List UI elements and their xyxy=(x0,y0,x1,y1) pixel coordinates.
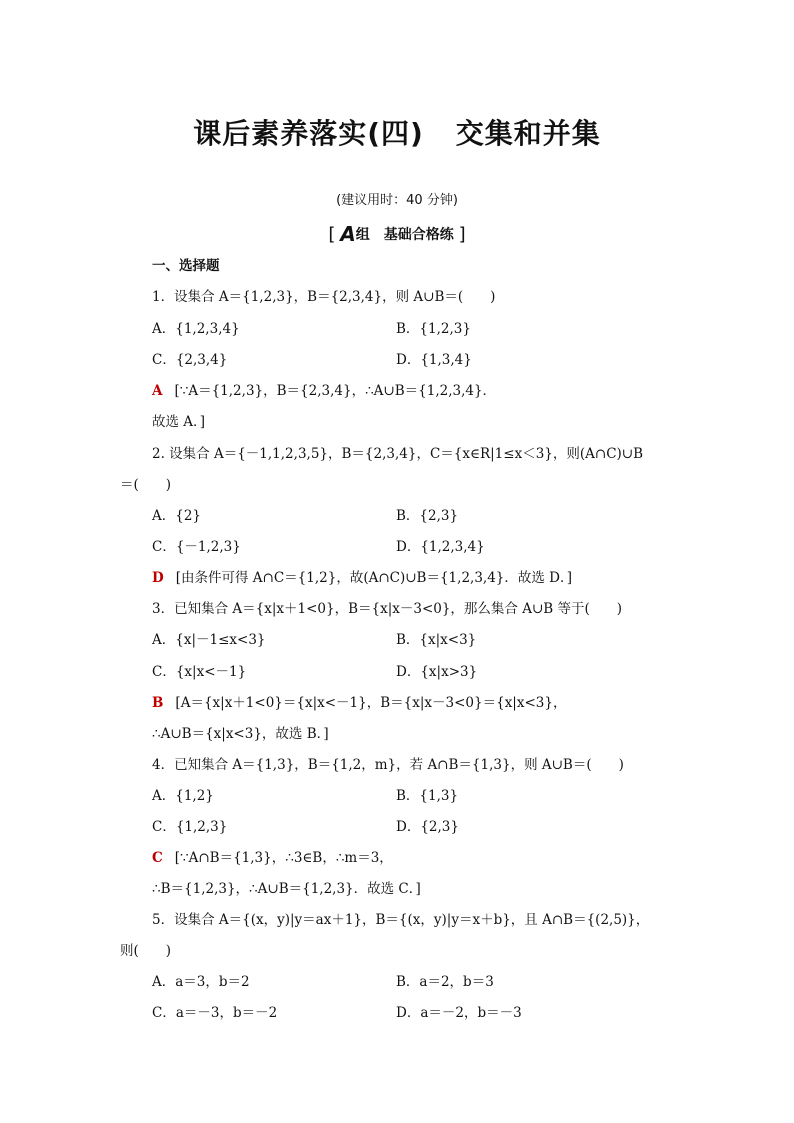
q1-option-d: D．{1,3,4} xyxy=(396,352,472,368)
q5-stem-cont: 则( ) xyxy=(120,943,172,959)
q3-answer: B xyxy=(152,695,164,711)
q4-solution xyxy=(152,849,393,867)
title-topic: 交集和并集 xyxy=(455,117,601,150)
q4-solution-text: [∵A∩B＝{1,3}，∴3∈B，∴m＝3， xyxy=(174,850,393,866)
q3-stem: 3．已知集合 A＝{x|x＋1<0}，B＝{x|x－3<0}，那么集合 A∪B 等于( ) xyxy=(152,601,623,617)
q5-option-a: A．a＝3，b＝2 xyxy=(152,974,250,990)
q5-option-b: B．a＝2，b＝3 xyxy=(396,974,494,990)
q1-option-c: C．{2,3,4} xyxy=(152,352,228,368)
group-heading xyxy=(0,222,794,246)
suggested-time: (建议用时：40 分钟) xyxy=(336,193,458,208)
q5-stem: 5．设集合 A＝{(x，y)|y＝ax＋1}，B＝{(x，y)|y＝x＋b}，且 A∩B＝{(2,5)}， xyxy=(152,912,650,928)
q1-stem: 1．设集合 A＝{1,2,3}，B＝{2,3,4}，则 A∪B＝( ) xyxy=(152,289,496,305)
bracket-open: [ xyxy=(328,224,336,245)
q2-option-d: D．{1,2,3,4} xyxy=(396,539,485,555)
group-letter: A xyxy=(340,222,356,246)
q2-stem-cont: ＝( ) xyxy=(120,477,172,493)
q4-solution-end: ∴B＝{1,2,3}，∴A∪B＝{1,2,3}．故选 C．] xyxy=(152,881,421,897)
q2-option-a: A．{2} xyxy=(152,508,202,524)
q1-option-a: A．{1,2,3,4} xyxy=(152,321,240,337)
section-heading: 一、选择题 xyxy=(152,258,220,274)
q3-option-a: A．{x|－1≤x<3} xyxy=(152,632,266,648)
q5-option-d: D．a＝－2，b＝－3 xyxy=(396,1005,522,1021)
page-title xyxy=(0,112,794,152)
q2-option-c: C．{－1,2,3} xyxy=(152,539,241,555)
q2-option-b: B．{2,3} xyxy=(396,508,459,524)
q3-option-d: D．{x|x>3} xyxy=(396,664,478,680)
title-main: 课后素养落实(四) xyxy=(193,117,424,150)
q3-option-b: B．{x|x<3} xyxy=(396,632,477,648)
q2-stem: 2. 设集合 A＝{－1,1,2,3,5}，B＝{2,3,4}，C＝{x∈R|1≤x＜3}，则(A∩C)∪B xyxy=(152,446,644,462)
q2-solution xyxy=(152,569,572,587)
bracket-close: ] xyxy=(458,224,466,245)
group-label: 组 基础合格练 xyxy=(355,227,454,243)
q1-answer: A xyxy=(152,383,163,399)
q1-solution xyxy=(152,382,496,400)
q2-solution-text: [由条件可得 A∩C＝{1,2}，故(A∩C)∪B＝{1,2,3,4}．故选 D．] xyxy=(175,570,573,586)
q3-solution-text: [A＝{x|x＋1<0}＝{x|x<－1}，B＝{x|x－3<0}＝{x|x<3}， xyxy=(175,695,567,711)
q2-answer: D xyxy=(152,570,164,586)
q3-solution-end: ∴A∪B＝{x|x<3}，故选 B．] xyxy=(152,726,329,742)
q1-option-b: B．{1,2,3} xyxy=(396,321,471,337)
q4-option-a: A．{1,2} xyxy=(152,788,214,804)
q1-solution-end: 故选 A．] xyxy=(152,414,206,430)
q5-option-c: C．a＝－3，b＝－2 xyxy=(152,1005,278,1021)
q4-option-c: C．{1,2,3} xyxy=(152,819,228,835)
q4-stem: 4．已知集合 A＝{1,3}，B＝{1,2，m}，若 A∩B＝{1,3}，则 A∪B＝( ) xyxy=(152,757,624,773)
q3-option-c: C．{x|x<－1} xyxy=(152,664,247,680)
q4-answer: C xyxy=(152,850,163,866)
q4-option-d: D．{2,3} xyxy=(396,819,459,835)
q3-solution xyxy=(152,694,566,712)
q4-option-b: B．{1,3} xyxy=(396,788,459,804)
q1-solution-text: [∵A＝{1,2,3}，B＝{2,3,4}，∴A∪B＝{1,2,3,4}． xyxy=(174,383,497,399)
